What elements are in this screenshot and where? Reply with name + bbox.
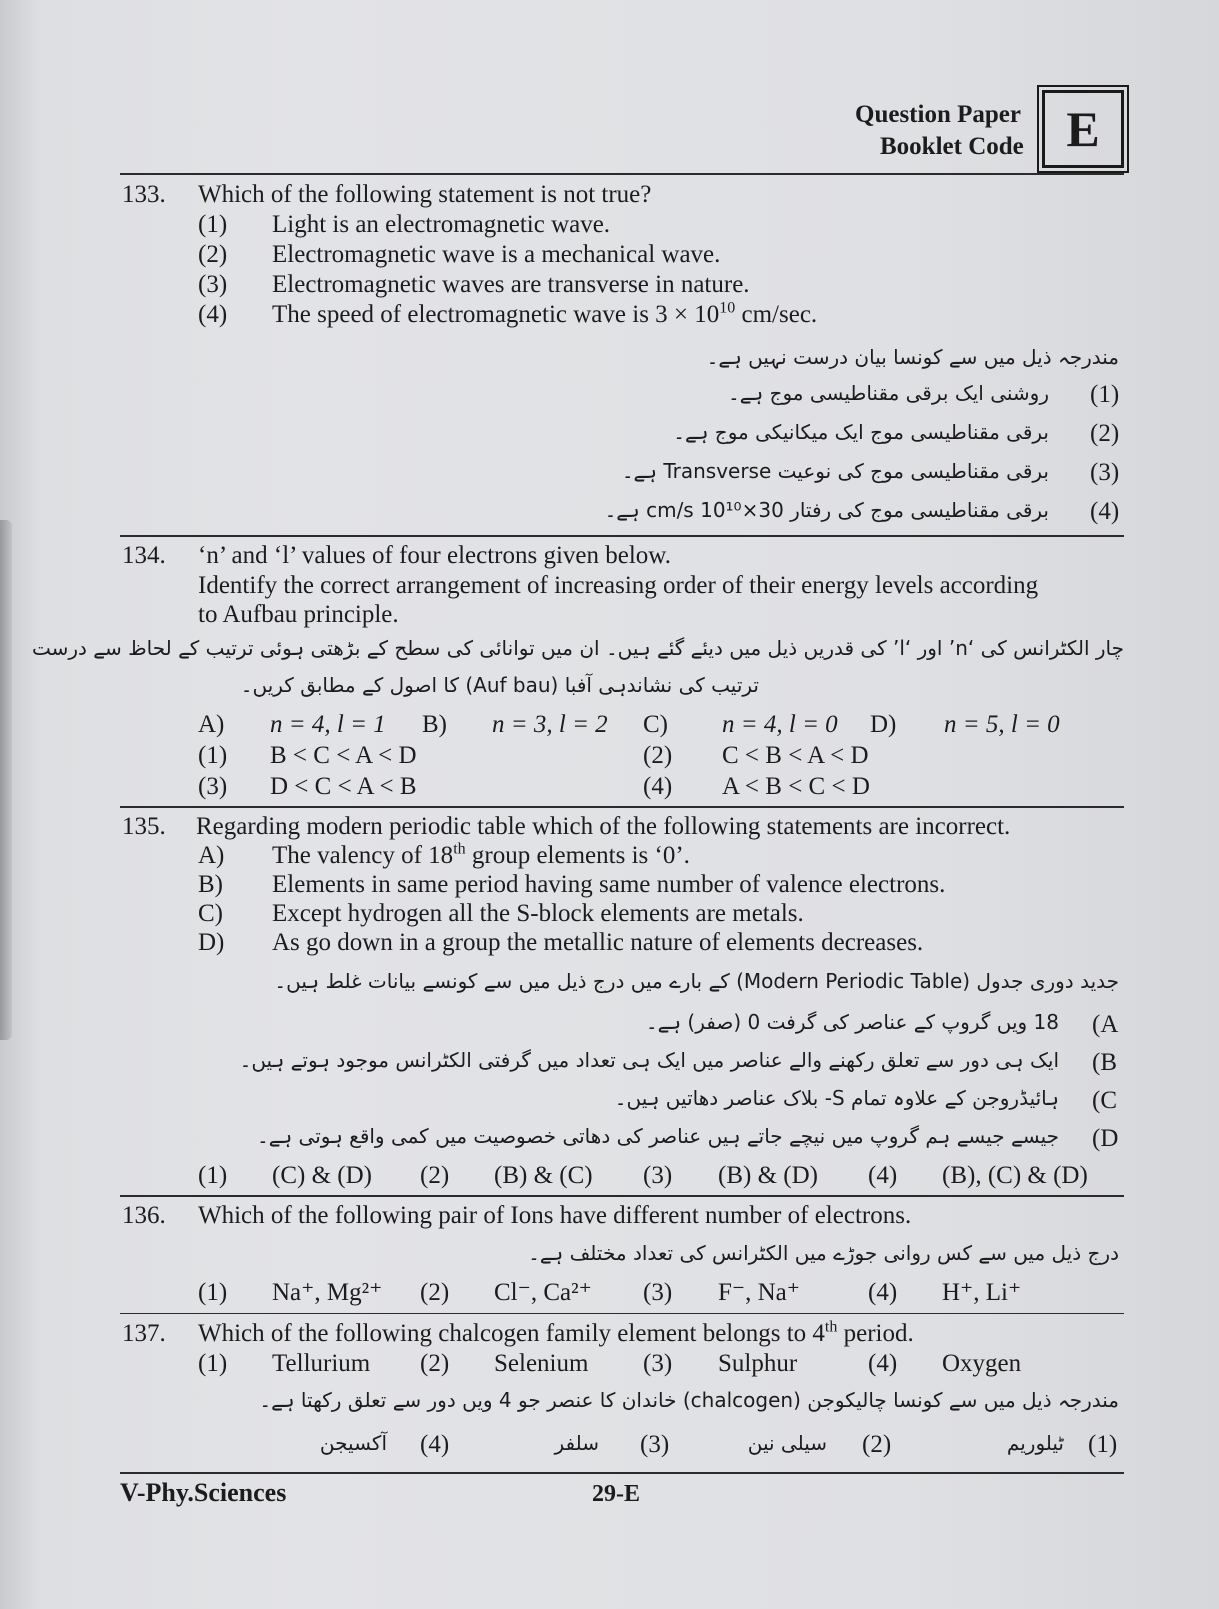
footer-page-number: 29-E bbox=[592, 1481, 640, 1507]
q136-opt4-num: (4) bbox=[868, 1279, 898, 1306]
q134-urdu-line2: ترتیب کی نشاندہی آفبا (Auf bau) کا اصول کے مطابق کریں۔ bbox=[240, 673, 759, 697]
q133-urdu-opt1: روشنی ایک برقی مقناطیسی موج ہے۔ bbox=[728, 381, 1049, 405]
divider bbox=[120, 1313, 1124, 1314]
q135-opt4-num: (4) bbox=[868, 1162, 898, 1189]
q135-opt2-num: (2) bbox=[420, 1162, 450, 1189]
q135-stmt-c: Except hydrogen all the S-block elements are metals. bbox=[272, 900, 804, 927]
q133-opt1: Light is an electromagnetic wave. bbox=[272, 211, 611, 238]
q135-urdu-c-label: (C bbox=[1092, 1087, 1117, 1114]
q137-number: 137. bbox=[122, 1320, 166, 1347]
q137-opt2: Selenium bbox=[494, 1350, 589, 1377]
q134-val-a-label: A) bbox=[198, 711, 225, 738]
q134-opt4-num: (4) bbox=[643, 773, 673, 800]
q137-urdu-opt3: سلفر bbox=[554, 1431, 599, 1455]
q135-urdu-question: جدید دوری جدول (Modern Periodic Table) کے بارے میں درج ذیل میں سے کونسے بیانات غلط ہیں۔ bbox=[274, 969, 1119, 993]
q136-number: 136. bbox=[122, 1202, 166, 1229]
q137-opt3: Sulphur bbox=[718, 1350, 798, 1377]
q133-urdu-opt3: برقی مقناطیسی موج کی نوعیت Transverse ہے۔ bbox=[621, 459, 1049, 483]
q133-opt4-num: (4) bbox=[198, 301, 228, 328]
q134-line1: ‘n’ and ‘l’ values of four electrons given below. bbox=[198, 542, 671, 569]
q133-urdu-opt2: برقی مقناطیسی موج ایک میکانیکی موج ہے۔ bbox=[673, 420, 1049, 444]
q136-urdu-question: درج ذیل میں سے کس روانی جوڑے میں الکٹرانس کی تعداد مختلف ہے۔ bbox=[528, 1241, 1119, 1265]
q135-opt1: (C) & (D) bbox=[272, 1162, 372, 1189]
q135-urdu-a-label: (A bbox=[1092, 1011, 1119, 1038]
q137-opt2-num: (2) bbox=[420, 1350, 450, 1377]
q134-urdu-line1: چار الکٹرانس کی ‘n’ اور ‘l’ کی قدریں ذیل میں دیئے گئے ہیں۔ ان میں توانائی کی سطح کے بڑھتی ہوئی ترتیب کے لحاظ سے درست bbox=[31, 636, 1124, 660]
q134-line2: Identify the correct arrangement of increasing order of their energy levels according bbox=[198, 572, 1039, 599]
q134-line3: to Aufbau principle. bbox=[198, 601, 399, 628]
q136-opt1: Na⁺, Mg²⁺ bbox=[272, 1279, 383, 1306]
q137-opt1: Tellurium bbox=[272, 1350, 371, 1377]
q134-opt2: C < B < A < D bbox=[722, 742, 869, 769]
q135-opt3-num: (3) bbox=[643, 1162, 673, 1189]
q135-stmt-b-label: B) bbox=[198, 871, 223, 898]
q137-urdu-opt1-num: (1) bbox=[1088, 1431, 1118, 1458]
q137-urdu-opt4: آکسیجن bbox=[319, 1431, 387, 1455]
header-line1: Question Paper bbox=[855, 101, 1021, 128]
divider bbox=[120, 173, 1124, 175]
q133-urdu-opt4-num: (4) bbox=[1090, 498, 1120, 525]
divider bbox=[120, 535, 1124, 537]
q135-urdu-a: 18 ویں گروپ کے عناصر کی گرفت 0 (صفر) ہے۔ bbox=[645, 1010, 1059, 1034]
q134-opt1: B < C < A < D bbox=[270, 742, 417, 769]
q134-opt4: A < B < C < D bbox=[722, 773, 870, 800]
q133-opt3: Electromagnetic waves are transverse in nature. bbox=[272, 271, 750, 298]
q135-opt3: (B) & (D) bbox=[718, 1162, 818, 1189]
q137-urdu-opt4-num: (4) bbox=[420, 1431, 450, 1458]
q133-opt2: Electromagnetic wave is a mechanical wave. bbox=[272, 241, 721, 268]
q135-opt2: (B) & (C) bbox=[494, 1162, 593, 1189]
q135-urdu-d-label: (D bbox=[1092, 1125, 1119, 1152]
q136-text: Which of the following pair of Ions have different number of electrons. bbox=[198, 1202, 912, 1229]
q137-opt4-num: (4) bbox=[868, 1350, 898, 1377]
q137-urdu-opt2: سیلی نین bbox=[747, 1431, 827, 1455]
q133-number: 133. bbox=[122, 181, 166, 208]
q133-urdu-opt4: برقی مقناطیسی موج کی رفتار 30×10¹⁰ cm/s ہے۔ bbox=[604, 498, 1049, 522]
q135-urdu-b: ایک ہی دور سے تعلق رکھنے والے عناصر میں ایک ہی تعداد میں گرفتی الکٹرانس موجود ہوتے ہیں۔ bbox=[239, 1048, 1059, 1072]
q134-opt3: D < C < A < B bbox=[270, 773, 417, 800]
q137-text: Which of the following chalcogen family element belongs to 4th period. bbox=[198, 1318, 914, 1347]
q137-urdu-opt1: ٹیلوریم bbox=[1006, 1431, 1064, 1455]
q134-val-b: n = 3, l = 2 bbox=[492, 711, 608, 738]
footer-subject: V-Phy.Sciences bbox=[120, 1478, 287, 1507]
divider bbox=[120, 1195, 1124, 1197]
q136-opt4: H⁺, Li⁺ bbox=[942, 1279, 1022, 1306]
q137-urdu-question: مندرجہ ذیل میں سے کونسا چالیکوجن (chalcogen) خاندان کا عنصر جو 4 ویں دور سے تعلق رکھتا ہے۔ bbox=[259, 1388, 1119, 1412]
q137-opt1-num: (1) bbox=[198, 1350, 228, 1377]
q133-opt2-num: (2) bbox=[198, 241, 228, 268]
q135-opt1-num: (1) bbox=[198, 1162, 228, 1189]
q135-text: Regarding modern periodic table which of the following statements are incorrect. bbox=[196, 813, 1011, 840]
page-edge-shadow bbox=[0, 520, 12, 1040]
q135-number: 135. bbox=[122, 813, 166, 840]
booklet-code: E bbox=[1042, 90, 1124, 168]
q136-opt3-num: (3) bbox=[643, 1279, 673, 1306]
q136-opt2-num: (2) bbox=[420, 1279, 450, 1306]
q133-opt1-num: (1) bbox=[198, 211, 228, 238]
q135-stmt-c-label: C) bbox=[198, 900, 223, 927]
q137-opt4: Oxygen bbox=[942, 1350, 1022, 1377]
q133-text: Which of the following statement is not true? bbox=[198, 181, 652, 208]
q137-urdu-opt2-num: (2) bbox=[862, 1431, 892, 1458]
header-line2: Booklet Code bbox=[880, 133, 1024, 160]
q133-opt3-num: (3) bbox=[198, 271, 228, 298]
q134-opt2-num: (2) bbox=[643, 742, 673, 769]
q135-opt4: (B), (C) & (D) bbox=[942, 1162, 1088, 1189]
q134-opt3-num: (3) bbox=[198, 773, 228, 800]
q135-urdu-c: ہائیڈروجن کے علاوہ تمام S- بلاک عناصر دھاتیں ہیں۔ bbox=[614, 1086, 1059, 1110]
q135-stmt-d: As go down in a group the metallic nature of elements decreases. bbox=[272, 929, 924, 956]
q133-urdu-opt3-num: (3) bbox=[1090, 459, 1120, 486]
q134-opt1-num: (1) bbox=[198, 742, 228, 769]
q135-urdu-b-label: (B bbox=[1092, 1049, 1117, 1076]
q134-val-d: n = 5, l = 0 bbox=[944, 711, 1060, 738]
q134-val-b-label: B) bbox=[422, 711, 447, 738]
q133-urdu-opt2-num: (2) bbox=[1090, 420, 1120, 447]
q135-stmt-b: Elements in same period having same number of valence electrons. bbox=[272, 871, 946, 898]
q135-stmt-d-label: D) bbox=[198, 929, 225, 956]
q136-opt2: Cl⁻, Ca²⁺ bbox=[494, 1279, 592, 1306]
q134-val-c: n = 4, l = 0 bbox=[722, 711, 838, 738]
q133-urdu-opt1-num: (1) bbox=[1090, 381, 1120, 408]
q134-val-d-label: D) bbox=[870, 711, 897, 738]
q136-opt1-num: (1) bbox=[198, 1279, 228, 1306]
q133-opt4: The speed of electromagnetic wave is $3 \times 10^{10}$ cm/sec. bbox=[272, 299, 818, 328]
q133-urdu-question: مندرجہ ذیل میں سے کونسا بیان درست نہیں ہے۔ bbox=[706, 345, 1119, 369]
divider bbox=[120, 806, 1124, 808]
q136-opt3: F⁻, Na⁺ bbox=[718, 1279, 800, 1306]
divider bbox=[120, 1472, 1124, 1474]
q135-urdu-d: جیسے جیسے ہم گروپ میں نیچے جاتے ہیں عناصر کی دھاتی خصوصیت میں کمی واقع ہوتی ہے۔ bbox=[257, 1124, 1059, 1148]
q134-val-c-label: C) bbox=[643, 711, 668, 738]
q137-urdu-opt3-num: (3) bbox=[640, 1431, 670, 1458]
q137-opt3-num: (3) bbox=[643, 1350, 673, 1377]
q135-stmt-a: The valency of 18th group elements is ‘0’. bbox=[272, 840, 690, 869]
q134-number: 134. bbox=[122, 542, 166, 569]
q135-stmt-a-label: A) bbox=[198, 842, 225, 869]
q134-val-a: n = 4, l = 1 bbox=[270, 711, 386, 738]
